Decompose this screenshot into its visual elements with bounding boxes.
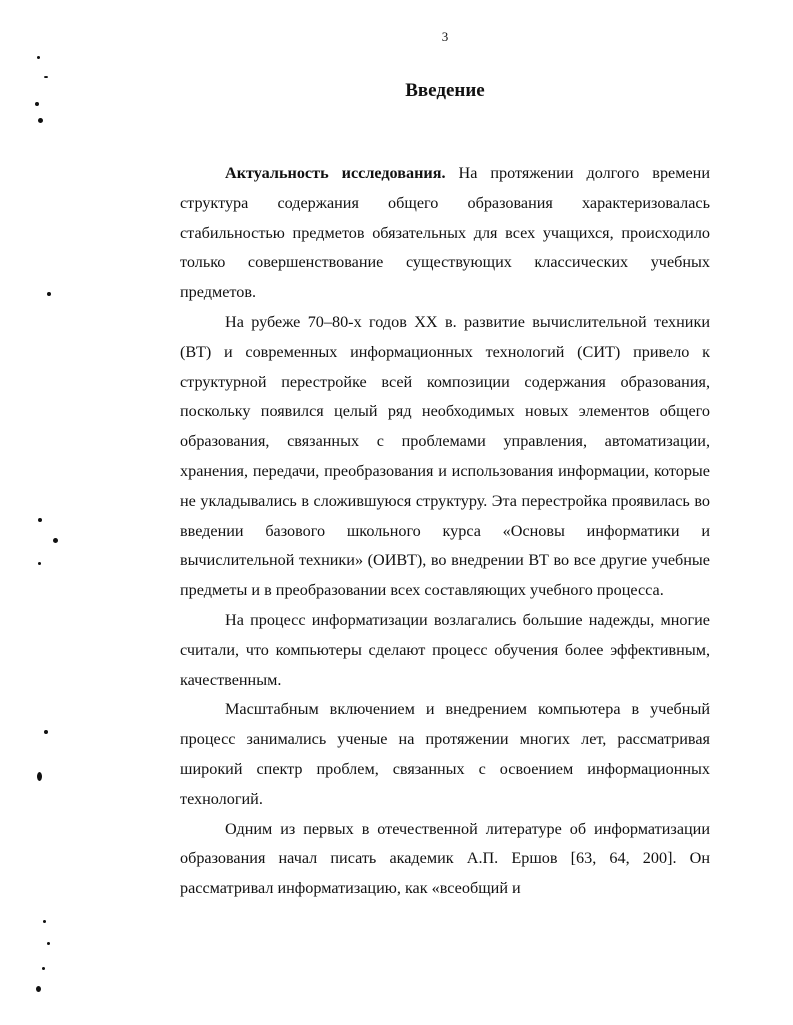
scan-speck (53, 538, 58, 543)
paragraph-2: На рубеже 70–80-х годов XX в. развитие вычислительной техники (ВТ) и современных информационных технологий (СИТ) привело к структурной перестройке всей композиции содержания образования, поскольку появился целый ряд необходимых новых элементов общего образования, связанных с проблемами управления, автоматизации, хранения, передачи, преобразования и использования информации, которые не укладывались в сложившуюся структуру. Эта перестройка проявилась во введении базового школьного курса «Основы информатики и вычислительной техники» (ОИВТ), во внедрении ВТ во все другие учебные предметы и в преобразовании всех составляющих учебного процесса. (180, 312, 710, 600)
paragraph-5: Одним из первых в отечественной литературе об информатизации образования начал писать академик А.П. Ершов [63, 64, 200]. Он рассматривал информатизацию, как «всеобщий и (180, 819, 710, 898)
scan-speck (47, 942, 50, 945)
page-number: 3 (441, 29, 449, 44)
paragraph-lead: Актуальность исследования. (225, 164, 446, 182)
scan-speck (35, 102, 39, 106)
page-title: Введение (405, 80, 485, 101)
scan-speck (36, 986, 41, 992)
scan-speck (47, 292, 51, 296)
scan-speck (38, 118, 43, 123)
scan-speck (43, 920, 46, 923)
paragraph-3: На процесс информатизации возлагались большие надежды, многие считали, что компьютеры сделают процесс обучения более эффективным, качественным. (180, 610, 710, 689)
scan-speck (37, 772, 42, 781)
scan-speck (38, 562, 41, 565)
paragraph-text: На протяжении долгого времени структура содержания общего образования характеризовалась стабильностью предметов обязательных для всех учащихся, происходило только совершенствование существующих классических учебных предметов. (180, 164, 710, 302)
scan-speck (37, 56, 40, 59)
scan-speck (38, 518, 42, 522)
paragraph-1 (180, 159, 710, 308)
paragraph-4: Масштабным включением и внедрением компьютера в учебный процесс занимались ученые на протяжении многих лет, рассматривая широкий спектр проблем, связанных с освоением информационных технологий. (180, 700, 710, 808)
scan-speck (44, 76, 48, 78)
body-text (180, 159, 710, 904)
scan-speck (42, 967, 45, 970)
scan-speck (44, 730, 48, 734)
